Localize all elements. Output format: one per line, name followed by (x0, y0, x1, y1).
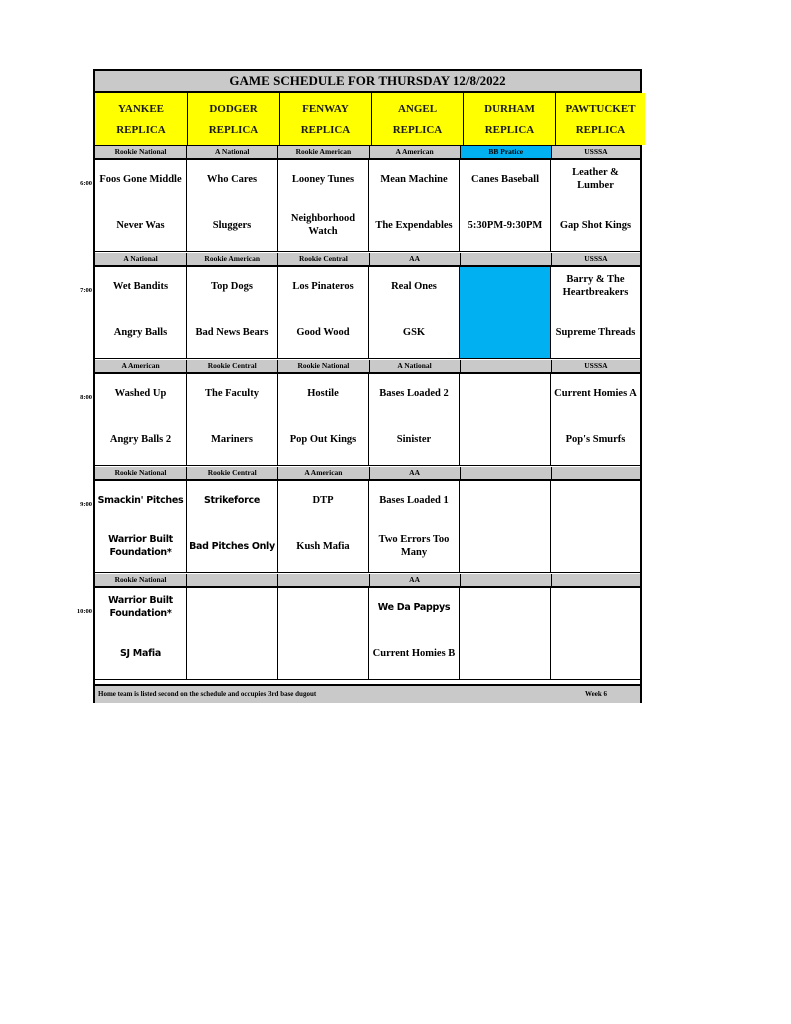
team-name: Angry Balls (113, 326, 168, 338)
game-cell (278, 267, 369, 358)
division-label (461, 574, 552, 586)
venue-header (372, 93, 464, 145)
venue-name: YANKEE (117, 102, 165, 115)
time-label: 7:00 (80, 287, 92, 294)
division-label (461, 253, 552, 265)
team-name: Foos Gone Middle (99, 173, 182, 185)
venue-header (188, 93, 280, 145)
game-cell (369, 481, 460, 572)
venue-type: REPLICA (116, 123, 166, 136)
game-cell (95, 481, 187, 572)
game-cell (460, 588, 551, 679)
division-label: A American (278, 467, 369, 479)
time-label: 6:00 (80, 180, 92, 187)
team-name: GSK (402, 326, 426, 338)
venue-type: REPLICA (208, 123, 259, 136)
division-label: USSSA (584, 254, 608, 263)
division-label: A American (95, 360, 187, 372)
division-label: A National (95, 253, 187, 265)
schedule-footer (95, 684, 640, 703)
division-label (461, 360, 552, 372)
game-cell (551, 588, 640, 679)
venue-type: REPLICA (300, 123, 351, 136)
team-name: Mean Machine (380, 173, 448, 185)
team-name: The Expendables (375, 219, 453, 231)
venue-name: FENWAY (302, 102, 349, 115)
team-name: DTP (312, 494, 334, 506)
team-name: Strikeforce (204, 494, 260, 506)
game-cell (369, 160, 460, 251)
division-label (552, 467, 640, 479)
venue-type: REPLICA (392, 123, 443, 136)
game-cell (460, 374, 551, 465)
division-row (95, 467, 640, 481)
division-label: BB Pratice (461, 146, 552, 158)
division-row (95, 146, 640, 160)
division-label: Rookie National (95, 467, 187, 479)
team-name: Sluggers (212, 219, 252, 231)
team-name: Current Homies B (372, 647, 456, 659)
team-name: We Da Pappys (377, 601, 451, 613)
division-label: A National (187, 146, 278, 158)
division-label: AA (370, 253, 461, 265)
game-cell (551, 267, 640, 358)
team-name: Los Pinateros (292, 280, 354, 292)
game-cell (460, 267, 551, 358)
team-name: Canes Baseball (471, 173, 539, 185)
game-cell (187, 374, 278, 465)
team-name: Bases Loaded 1 (379, 494, 449, 506)
time-slot-row (95, 160, 640, 252)
game-cell (95, 160, 187, 251)
venue-name: PAWTUCKET (565, 102, 636, 115)
division-label: A American (370, 146, 461, 158)
team-name: Current Homies A (554, 387, 637, 399)
time-label: 8:00 (80, 394, 92, 401)
game-cell (551, 160, 640, 251)
time-label: 9:00 (80, 501, 92, 508)
team-name: 5:30PM-9:30PM (467, 219, 543, 231)
game-cell (187, 481, 278, 572)
game-cell (278, 588, 369, 679)
game-cell (278, 160, 369, 251)
division-label: Rookie Central (187, 360, 278, 372)
team-name: Smackin' Pitches (97, 494, 184, 506)
venue-type: REPLICA (575, 123, 626, 136)
team-name: Bad News Bears (195, 326, 269, 338)
team-name: Leather & Lumber (572, 167, 619, 191)
division-label: AA (370, 574, 461, 586)
schedule-title: GAME SCHEDULE FOR THURSDAY 12/8/2022 (95, 71, 640, 93)
division-label: Rookie National (278, 360, 369, 372)
division-label: USSSA (584, 361, 608, 370)
time-slot-row (95, 588, 640, 680)
division-label: Rookie American (278, 146, 369, 158)
division-label: AA (370, 467, 461, 479)
team-name: Wet Bandits (112, 280, 169, 292)
venue-name: DURHAM (484, 102, 535, 115)
time-slot-row (95, 267, 640, 359)
team-name: Warrior Built Foundation* (108, 534, 173, 558)
venue-header (95, 93, 188, 145)
team-name: Hostile (307, 387, 339, 399)
game-cell (551, 374, 640, 465)
game-cell (95, 267, 187, 358)
team-name: The Faculty (205, 387, 259, 399)
team-name: Pop's Smurfs (565, 433, 626, 445)
team-name: Real Ones (391, 280, 437, 292)
game-cell (551, 481, 640, 572)
division-label: Rookie Central (187, 467, 278, 479)
division-label: Rookie Central (278, 253, 369, 265)
team-name: Washed Up (114, 387, 167, 399)
week-label: Week 6 (585, 690, 607, 698)
team-name: Never Was (116, 219, 165, 231)
division-label (552, 574, 640, 586)
division-row (95, 253, 640, 267)
time-slot-row (95, 374, 640, 466)
game-cell (95, 588, 187, 679)
venue-type: REPLICA (484, 123, 535, 136)
venue-header (556, 93, 645, 145)
game-cell (369, 374, 460, 465)
division-row (95, 574, 640, 588)
division-label: A National (370, 360, 461, 372)
time-slot-row (95, 481, 640, 573)
team-name: Who Cares (206, 173, 258, 185)
division-label (278, 574, 369, 586)
game-cell (278, 374, 369, 465)
team-name: Warrior Built Foundation* (108, 595, 173, 619)
division-label: USSSA (584, 147, 608, 156)
game-cell (369, 267, 460, 358)
team-name: Pop Out Kings (289, 433, 357, 445)
team-name: Gap Shot Kings (559, 219, 632, 231)
venue-name: DODGER (209, 102, 258, 115)
division-label: Rookie National (95, 146, 187, 158)
team-name: Bad Pitches Only (189, 540, 275, 552)
team-name: Two Errors Too Many (378, 534, 450, 558)
game-cell (460, 481, 551, 572)
game-cell (187, 588, 278, 679)
team-name: Top Dogs (211, 280, 253, 292)
team-name: Angry Balls 2 (109, 433, 172, 445)
division-label: Rookie American (187, 253, 278, 265)
game-cell (187, 267, 278, 358)
team-name: Supreme Threads (555, 326, 636, 338)
venue-header (464, 93, 556, 145)
game-cell (369, 588, 460, 679)
team-name: Neighborhood Watch (290, 213, 356, 237)
team-name: Looney Tunes (291, 173, 355, 185)
team-name: Sinister (396, 433, 432, 445)
team-name: SJ Mafia (120, 647, 161, 659)
division-row (95, 360, 640, 374)
team-name: Kush Mafia (296, 540, 350, 552)
game-cell (95, 374, 187, 465)
team-name: Mariners (211, 433, 253, 445)
game-cell (278, 481, 369, 572)
time-label: 10:00 (76, 608, 92, 615)
game-cell (460, 160, 551, 251)
division-label (461, 467, 552, 479)
game-cell (187, 160, 278, 251)
venue-header-row (95, 93, 640, 146)
team-name: Bases Loaded 2 (379, 387, 449, 399)
division-label (187, 574, 278, 586)
footer-note: Home team is listed second on the schedule and occupies 3rd base dugout (98, 690, 317, 698)
schedule-sheet (93, 69, 642, 703)
team-name: Good Wood (296, 326, 350, 338)
venue-header (280, 93, 372, 145)
venue-name: ANGEL (397, 102, 438, 115)
team-name: Barry & The Heartbreakers (562, 274, 629, 298)
division-label: Rookie National (95, 574, 187, 586)
